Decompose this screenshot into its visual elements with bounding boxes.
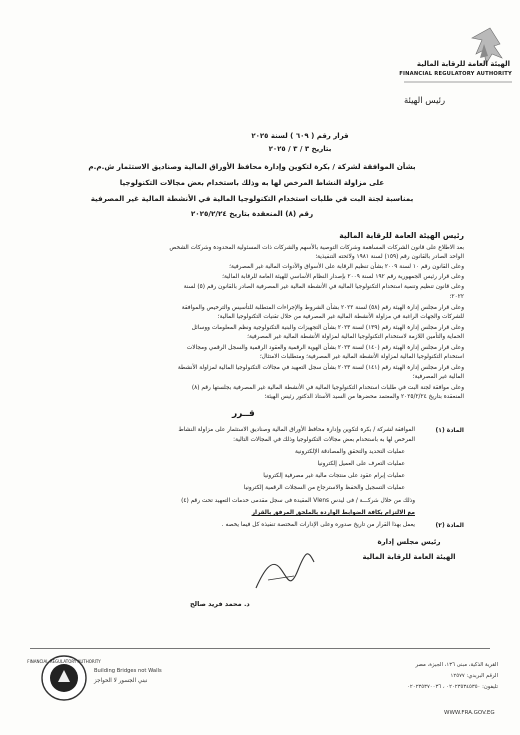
footer-phones: تليفون: ٠٢٠٢٣٥٣٤٥٣٥٠ ، ٠٢٠٢٣٥٣٧٠٠٣٦ [407, 684, 498, 690]
article-1-note: وذلك من خلال شركـــة / فى ليدس Vlens المقيدة فى سجل مقدمى خدمات التعهيد تحت رقم (٤) [181, 498, 415, 504]
preamble-line: ٢٠٢٢؛ [449, 294, 464, 300]
preamble-line: بعد الاطلاع على قانون الشركات المساهمة وشركات التوصية بالأسهم والشركات ذات المسئولية المحدودة وشركات الشخص [169, 245, 464, 251]
decided-heading: قــرر [232, 409, 255, 419]
preamble-line: وعلى قانون تنظيم وتنمية استخدام التكنولوجيا المالية في الأنشطة المالية غير المصرفية الصادر بالقانون رقم (٥) لسنة [183, 284, 464, 290]
footer-website-link[interactable]: WWW.FRA.GOV.EG [444, 710, 495, 716]
slogan-ar: نبني الجسور لا الحواجز [94, 678, 148, 684]
footer-address: القرية الذكية، مبنى ١٣٦، الجيزة، مصر [415, 662, 498, 668]
preamble-line: وعلى القانون رقم ١٠ لسنة ٢٠٠٩ بشأن تنظيم الرقابة على الأسواق والأدوات المالية غير المصرفية؛ [229, 264, 464, 270]
article-1-bullet: عمليات التحديد والتحقق والمصادقة الإلكترونية [295, 449, 405, 455]
decree-number: قرار رقم ( ٦٠٩ ) لسنة ٢٠٢٥ [251, 132, 349, 140]
article-2-text: يعمل بهذا القرار من تاريخ صدوره وعلى الإدارات المختصة تنفيذه كل فيما يخصه . [221, 522, 415, 528]
eagle-logo-icon [398, 24, 516, 90]
article-1-label: المادة (١) [435, 427, 464, 434]
handwritten-signature-icon [250, 540, 320, 600]
authority-name-ar: الهيئة العامة للرقابة المالية [416, 60, 510, 68]
preamble-line: وعلى قرار مجلس إدارة الهيئة رقم (٥٨) لسنة ٢٠٢٢ بشأن الشروط والإجراءات المتطلبة للتأسيس والترخيص والموافقة [181, 305, 464, 311]
preamble-line: استخدام التكنولوجيا المالية لمزاولة الأنشطة المالية غير المصرفية؛ ومتطلبات الامتثال؛ [259, 354, 464, 360]
signer-name: د. محمد فريد صالح [190, 600, 250, 608]
authority-name-en: FINANCIAL REGULATORY AUTHORITY [399, 71, 512, 77]
preamble-line: وعلى قرار رئيس الجمهورية رقم ١٩٢ لسنة ٢٠٠٩ بإصدار النظام الأساسي للهيئة العامة للرقابة المالية؛ [222, 274, 464, 280]
preamble-line: الواحد الصادر بالقانون رقم (١٥٩) لسنة ١٩٨١ ولائحته التنفيذية؛ [315, 254, 464, 260]
subject-line: رقم (٨) المنعقدة بتاريخ ٢٠٢٥/٢/٢٤ [190, 209, 314, 218]
signature-org: الهيئة العامة للرقابة المالية [362, 553, 456, 561]
footer-divider [30, 648, 490, 649]
preamble-line: وعلى قرار مجلس إدارة الهيئة رقم (١٤١) لسنة ٢٠٢٣ بشأن سجل التعهيد في مجالات التكنولوجيا المالية لمزاولة الأنشطة [177, 365, 464, 371]
preamble-line: الحماية والتأمين اللازمة لاستخدام التكنولوجيا المالية لمزاولة الأنشطة المالية غير المصرفية؛ [247, 334, 464, 340]
footer-postal: الرقم البريدي: ١٢٥٧٧ [450, 673, 498, 679]
subject-line: بمناسبة لجنة البت في طلبات استخدام التكنولوجيا المالية في الأنشطة المالية غير المصرفية [90, 194, 414, 203]
preamble-heading: رئيس الهيئة العامة للرقابة المالية [339, 231, 464, 240]
seal-text: FINANCIAL REGULATORY AUTHORITY [27, 659, 101, 664]
preamble-line: وعلى قرار مجلس إدارة الهيئة رقم (١٤٠) لسنة ٢٠٢٣ بشأن الهوية الرقمية والعقود الرقمية والسجل الرقمي ومجالات [186, 345, 464, 351]
subject-line: بشأن الموافقة لشركة / بكرة لتكوين وإدارة محافظ الأوراق المالية وصناديق الاستثمار ش.م.م [88, 162, 416, 171]
decree-date: بتاريخ ٣ / ٣ / ٢٠٢٥ [268, 145, 332, 153]
preamble-line: وعلى موافقة لجنة البت في طلبات استخدام التكنولوجيا المالية في الأنشطة المالية غير المصرفية بجلستها رقم (٨) [191, 385, 464, 391]
fra-seal [27, 654, 101, 702]
chair-title: رئيس الهيئة [404, 96, 446, 106]
article-1-bullet: عمليات التسجيل والحفظ والاسترجاع من السجلات الرقمية إلكترونيا [243, 485, 405, 491]
preamble-line: المنعقدة بتاريخ ٢٠٢٥/٢/٢٤ والمعتمد محضرها من السيد الأستاذ الدكتور رئيس الهيئة؛ [264, 394, 464, 400]
subject-line: على مزاولة النشاط المرخص لها به وذلك باستخدام بعض مجالات التكنولوجيا [119, 178, 385, 187]
article-1-line: المرخص لها به باستخدام بعض مجالات التكنولوجيا وذلك في المجالات التالية: [233, 437, 415, 443]
signature-block [354, 535, 464, 565]
seal-icon [27, 654, 101, 702]
signature-title: رئيس مجلس إدارة [377, 538, 441, 546]
article-1-condition: مع الالتزام بكافة الضوابط الواردة بالملحق المرفق بالقرار [251, 510, 415, 516]
article-2-label: المادة (٢) [435, 522, 464, 529]
preamble-line: المالية غير المصرفية؛ [412, 374, 464, 380]
fra-logo [398, 24, 516, 90]
slogan-en: Building Bridges not Walls [94, 668, 162, 674]
preamble-line: وعلى قرار مجلس إدارة الهيئة رقم (١٣٩) لسنة ٢٠٢٣ بشأن التجهيزات والبنية التكنولوجية ونظم المعلومات ووسائل [191, 325, 464, 331]
article-1-line: الموافقة لشركة / بكرة لتكوين وإدارة محافظ الأوراق المالية وصناديق الاستثمار على مزاولة النشاط [178, 427, 415, 433]
article-1-bullet: عمليات التعرف على العميل إلكترونيا [317, 461, 405, 467]
article-1-bullet: عمليات إبرام عقود على منتجات مالية غير مصرفية إلكترونيا [263, 473, 405, 479]
preamble-line: للشركات والجهات الراغبة في مزاولة الأنشطة المالية غير المصرفية من خلال تقنيات التكنولوجيا المالية؛ [217, 314, 464, 320]
